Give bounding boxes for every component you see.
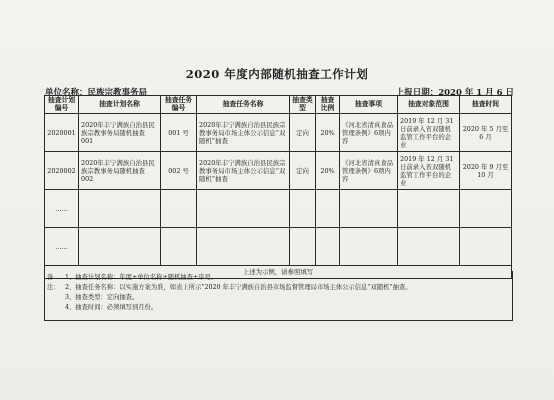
cell-plan-name <box>79 190 161 228</box>
cell-plan-id: 2020002 <box>45 152 79 190</box>
cell-target-scope: 2019 年 12 月 31 日前录入省双随机监管工作平台的企业 <box>398 152 460 190</box>
cell-check-items: 《河北省清真食品管理条例》6项内容 <box>340 152 398 190</box>
remarks-list <box>65 273 505 313</box>
cell-plan-name <box>79 228 161 266</box>
header-plan-id: 抽查计划编号 <box>45 96 79 114</box>
cell-check-type <box>290 228 316 266</box>
cell-task-name <box>197 190 290 228</box>
table-row <box>45 190 512 228</box>
cell-check-time <box>460 228 512 266</box>
remarks-box <box>44 271 513 321</box>
table-footnote: 上述为示例，请参照填写 <box>45 266 512 279</box>
cell-task-name: 2020年丰宁满族自治县民族宗教事务局市场主体公示信息“双随机”抽查 <box>197 114 290 152</box>
cell-check-ratio <box>316 190 340 228</box>
page-title: 2020 年度内部随机抽查工作计划 <box>185 67 369 81</box>
cell-task-name: 2020年丰宁满族自治县民族宗教事务局市场主体公示信息“双随机”抽查 <box>197 152 290 190</box>
cell-target-scope <box>398 190 460 228</box>
header-check-ratio: 抽查比例 <box>316 96 340 114</box>
table-row <box>45 114 512 152</box>
unit-name: 单位名称：民族宗教事务局 <box>45 88 148 98</box>
table-row <box>45 228 512 266</box>
remark-item: 4、抽查时间：必须填写到月份。 <box>65 304 158 311</box>
cell-check-items: 《河北省清真食品管理条例》6项内容 <box>340 114 398 152</box>
cell-plan-id: 2020001 <box>45 114 79 152</box>
cell-check-time: 2020 年 9 月至 10 月 <box>460 152 512 190</box>
cell-task-id: 001 号 <box>161 114 197 152</box>
cell-check-type <box>290 190 316 228</box>
cell-check-items <box>340 228 398 266</box>
header-target-scope: 抽查对象范围 <box>398 96 460 114</box>
remarks-label: 备注： <box>47 274 60 291</box>
header-check-type: 抽查类型 <box>290 96 316 114</box>
cell-plan-id: …… <box>45 228 79 266</box>
remark-item: 2、抽查任务名称：以实施方案为准，如表上所示“2020 年丰宁满族自治县市场监督管理局市场主体公示信息“双随机”抽查。 <box>65 284 412 291</box>
cell-check-type: 定向 <box>290 152 316 190</box>
cell-task-id: 002 号 <box>161 152 197 190</box>
cell-check-type: 定向 <box>290 114 316 152</box>
header-task-name: 抽查任务名称 <box>197 96 290 114</box>
cell-check-ratio: 20% <box>316 152 340 190</box>
header-check-items: 抽查事项 <box>340 96 398 114</box>
cell-task-id <box>161 190 197 228</box>
cell-task-name <box>197 228 290 266</box>
table-row <box>45 152 512 190</box>
cell-check-ratio: 20% <box>316 114 340 152</box>
remark-item: 3、抽查类型：定向抽查。 <box>65 294 139 301</box>
cell-check-ratio <box>316 228 340 266</box>
cell-check-items <box>340 190 398 228</box>
cell-target-scope <box>398 228 460 266</box>
report-date: 上报日期：2020 年 1 月 6 日 <box>395 88 514 98</box>
cell-target-scope: 2019 年 12 月 31 日前录入省双随机监管工作平台的企业 <box>398 114 460 152</box>
cell-check-time <box>460 190 512 228</box>
header-check-time: 抽查时间 <box>460 96 512 114</box>
cell-task-id <box>161 228 197 266</box>
header-plan-name: 抽查计划名称 <box>79 96 161 114</box>
cell-plan-name: 2020年丰宁满族自治县民族宗教事务局随机抽查 001 <box>79 114 161 152</box>
header-task-id: 抽查任务编号 <box>161 96 197 114</box>
plan-table <box>44 95 512 279</box>
cell-plan-id: …… <box>45 190 79 228</box>
cell-plan-name: 2020年丰宁满族自治县民族宗教事务局随机抽查 002 <box>79 152 161 190</box>
table-header-row <box>45 96 512 114</box>
remark-item: 1、抽查计划名称：年度+单位名称+随机抽查+序号。 <box>65 274 218 281</box>
cell-check-time: 2020 年 5 月至 6 月 <box>460 114 512 152</box>
